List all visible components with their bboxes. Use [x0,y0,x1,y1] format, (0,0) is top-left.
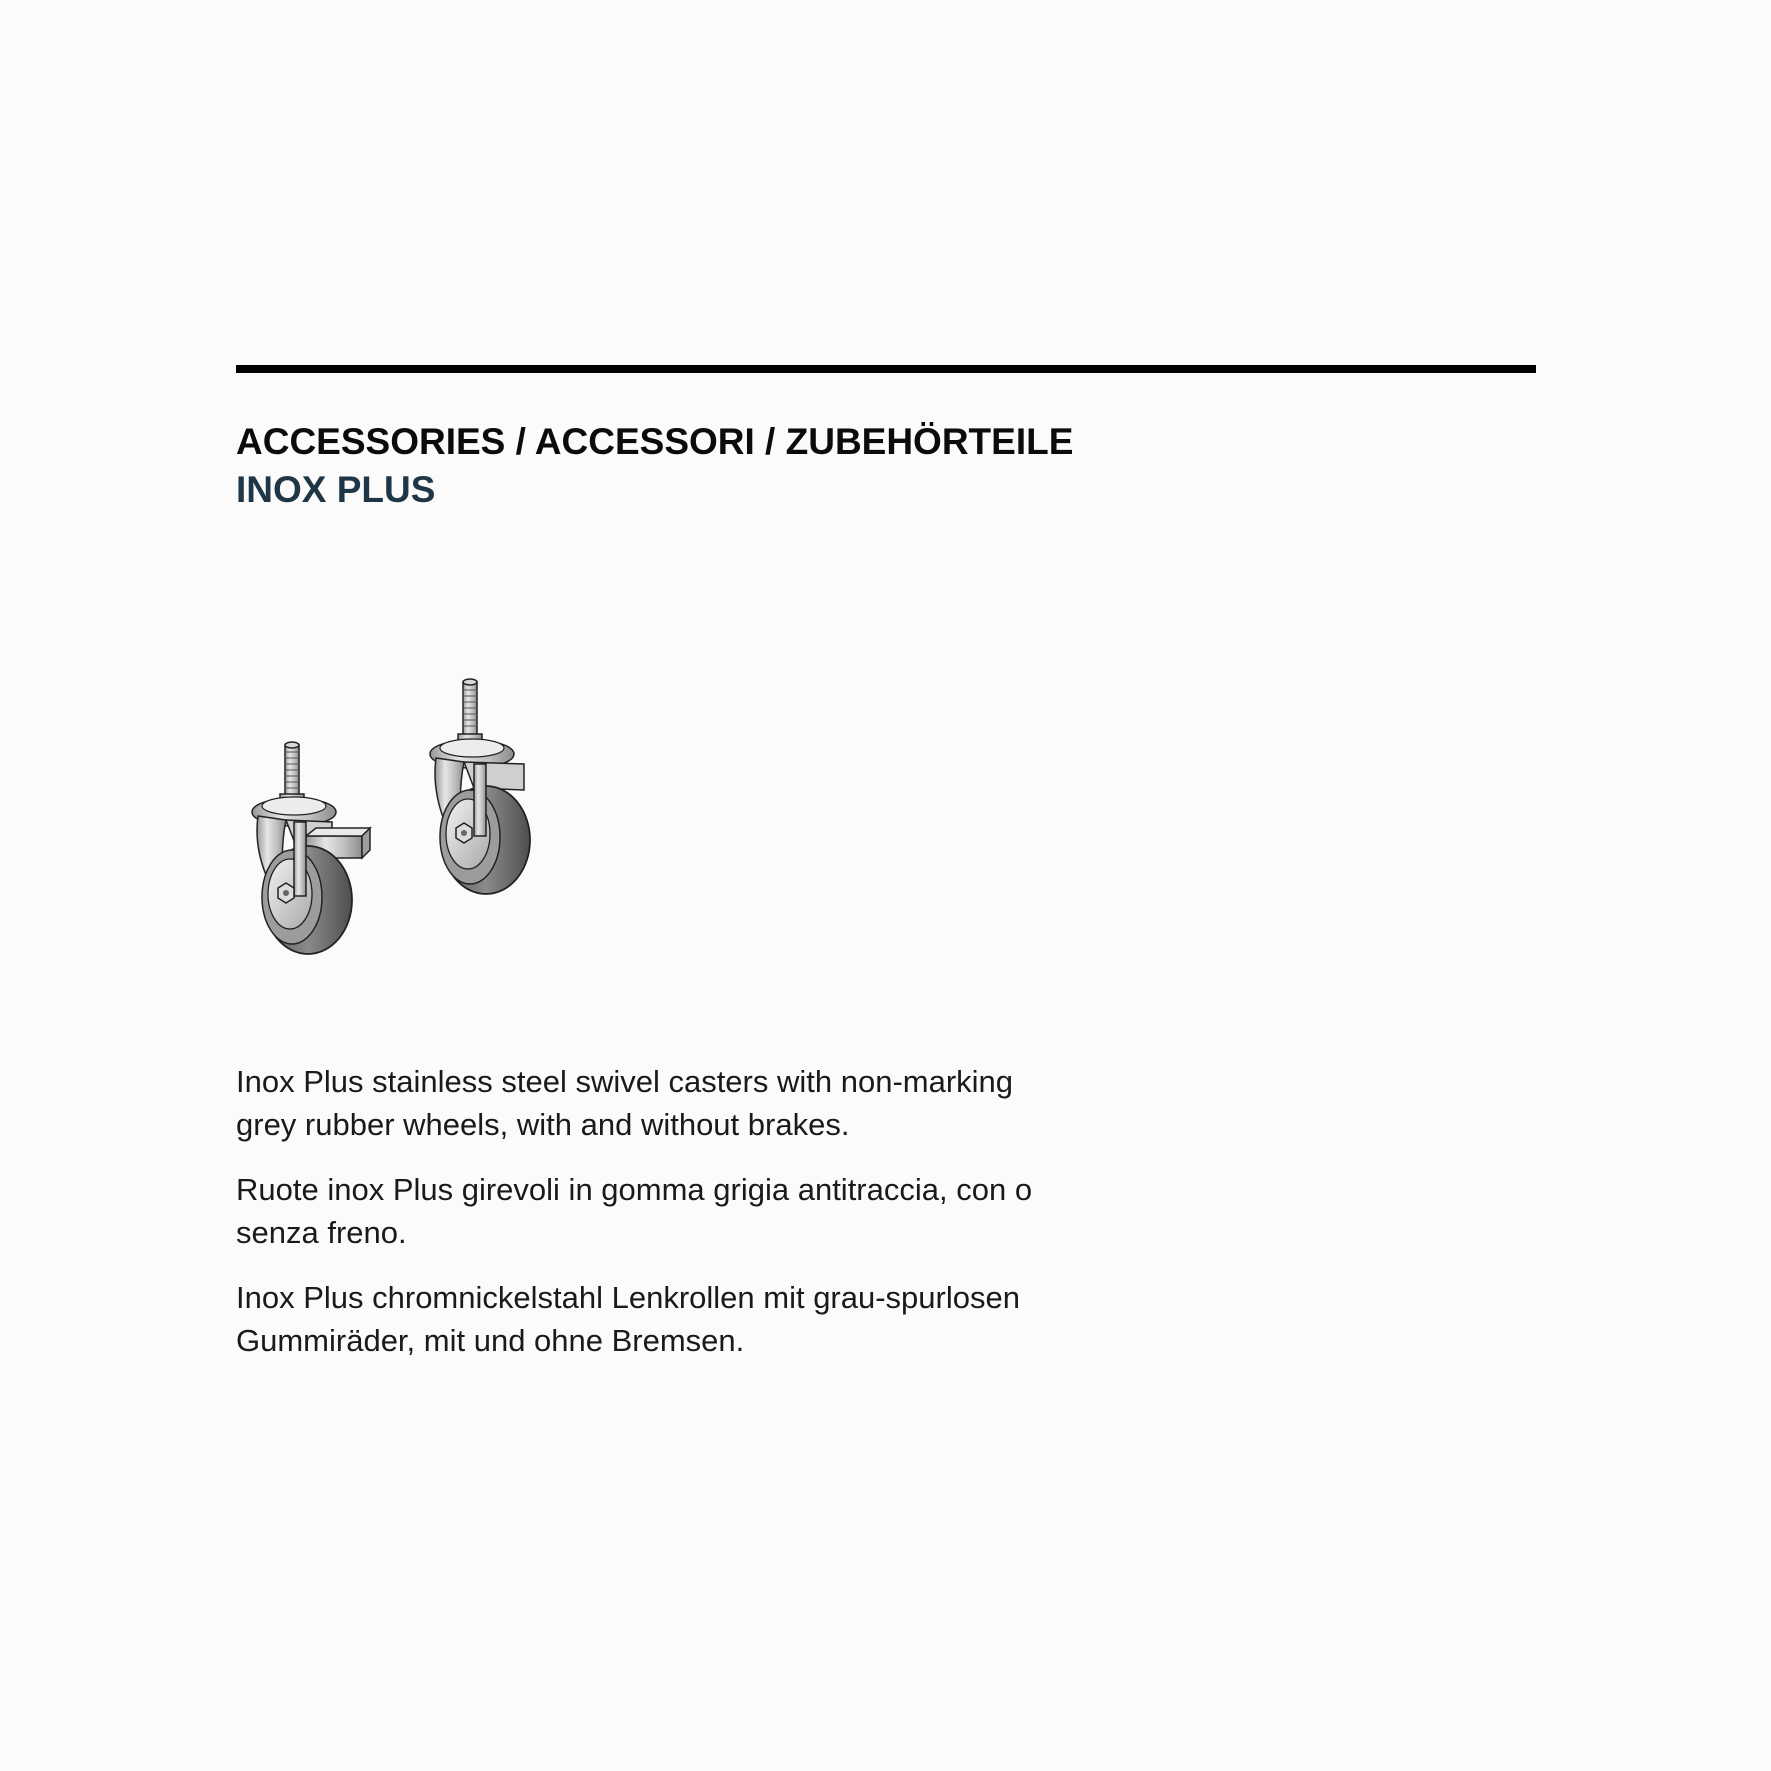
description-german: Inox Plus chromnickelstahl Lenkrollen mit grau-spurlosen Gummiräder, mit und ohne Bremsen. [236,1280,1020,1358]
swivel-caster-with-brake-icon [252,742,370,954]
product-line-title: INOX PLUS [236,469,436,510]
page-title: ACCESSORIES / ACCESSORI / ZUBEHÖRTEILE [236,421,1074,462]
description-english: Inox Plus stainless steel swivel casters with non-marking grey rubber wheels, with and without brakes. [236,1064,1014,1142]
casters-illustration [236,670,556,960]
top-divider-rule [236,365,1536,373]
description-italian: Ruote inox Plus girevoli in gomma grigia antitraccia, con o senza freno. [236,1172,1033,1250]
product-description [236,1060,1056,1384]
swivel-caster-icon [430,679,530,894]
